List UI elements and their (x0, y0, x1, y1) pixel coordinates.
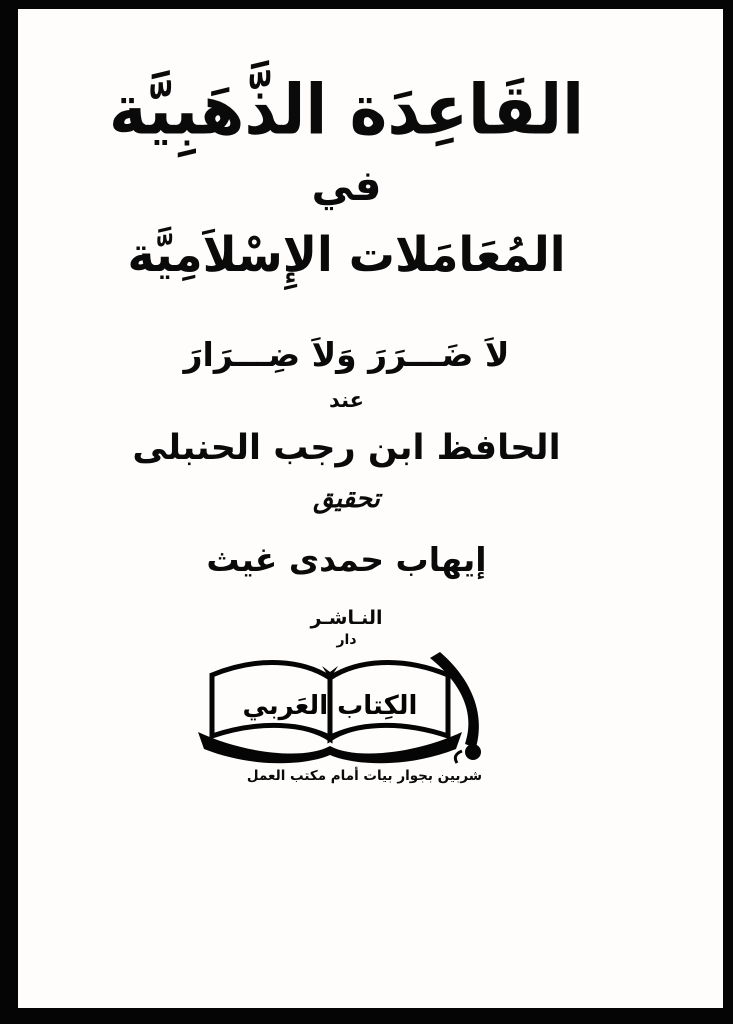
book-cover (18, 9, 723, 784)
publisher-address: شربين بجوار بيات أمام مكتب العمل (246, 768, 483, 784)
publisher-logo (190, 648, 520, 766)
publisher-label: النـاشـر (310, 607, 383, 629)
publisher-logo-text: الكِتاب العَربي (242, 691, 417, 721)
hadith-subtitle: لاَ ضَـــرَرَ وَلاَ ضِـــرَارَ (183, 335, 510, 374)
book-title-line2: المُعَامَلات الإِسْلاَمِيَّة (127, 225, 566, 283)
publisher-block (18, 607, 675, 784)
publisher-name-dar: دار (336, 632, 357, 648)
open-book-quill-icon (190, 648, 520, 766)
attribution-word: عند (328, 388, 365, 412)
tahqiq-label: تحقيق (313, 484, 380, 514)
title-connector-word: في (311, 161, 382, 210)
book-title-line1: القَاعِدَة الذَّهَبِيَّة (108, 71, 585, 151)
author-name: الحافظ ابن رجب الحنبلى (132, 428, 561, 468)
editor-name: إيهاب حمدى غيث (206, 540, 487, 579)
